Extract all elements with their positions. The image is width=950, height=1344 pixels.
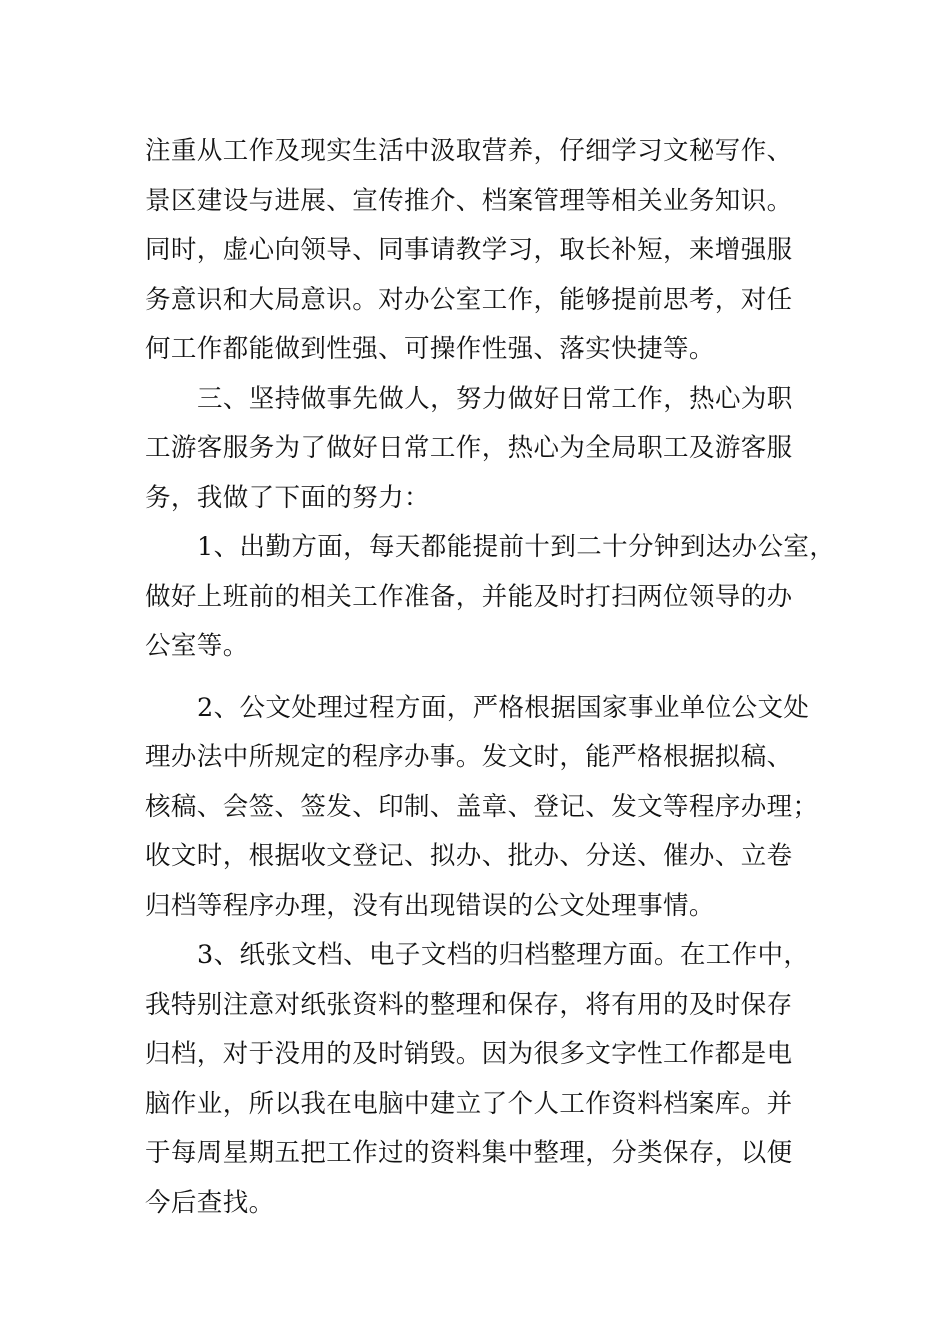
text-line: 脑作业，所以我在电脑中建立了个人工作资料档案库。并 [145, 1088, 793, 1119]
list-item-1-line: 1、出勤方面，每天都能提前十到二十分钟到达办公室， [197, 532, 836, 562]
list-item-2-line: 2、公文处理过程方面，严格根据国家事业单位公文处 [197, 692, 810, 723]
list-item-3-line: 3、纸张文档、电子文档的归档整理方面。在工作中， [197, 940, 810, 970]
text-line: 务意识和大局意识。对办公室工作，能够提前思考，对任 [145, 284, 793, 315]
text-line: 注重从工作及现实生活中汲取营养，仔细学习文秘写作、 [145, 136, 793, 166]
text-line: 工游客服务为了做好日常工作，热心为全局职工及游客服 [145, 433, 793, 463]
text-line: 于每周星期五把工作过的资料集中整理，分类保存，以便 [145, 1138, 793, 1168]
text-line: 理办法中所规定的程序办事。发文时，能严格根据拟稿、 [145, 742, 793, 772]
text-line: 同时，虚心向领导、同事请教学习，取长补短，来增强服 [145, 235, 793, 265]
paragraph-heading-line: 三、坚持做事先做人，努力做好日常工作，热心为职 [197, 383, 793, 414]
text-line: 做好上班前的相关工作准备，并能及时打扫两位领导的办 [145, 581, 793, 612]
text-line: 核稿、会签、签发、印制、盖章、登记、发文等程序办理； [145, 791, 819, 822]
document-body [145, 127, 836, 1228]
text-line: 务，我做了下面的努力： [145, 482, 430, 513]
text-line: 公室等。 [145, 631, 249, 661]
text-line: 归档，对于没用的及时销毁。因为很多文字性工作都是电 [145, 1039, 793, 1069]
text-line: 今后查找。 [145, 1187, 275, 1218]
text-line: 景区建设与进展、宣传推介、档案管理等相关业务知识。 [145, 185, 793, 216]
text-line: 收文时，根据收文登记、拟办、批办、分送、催办、立卷 [145, 841, 793, 871]
text-line: 我特别注意对纸张资料的整理和保存，将有用的及时保存 [145, 989, 793, 1020]
text-line: 归档等程序办理，没有出现错误的公文处理事情。 [145, 890, 715, 921]
text-line: 何工作都能做到性强、可操作性强、落实快捷等。 [145, 334, 715, 364]
